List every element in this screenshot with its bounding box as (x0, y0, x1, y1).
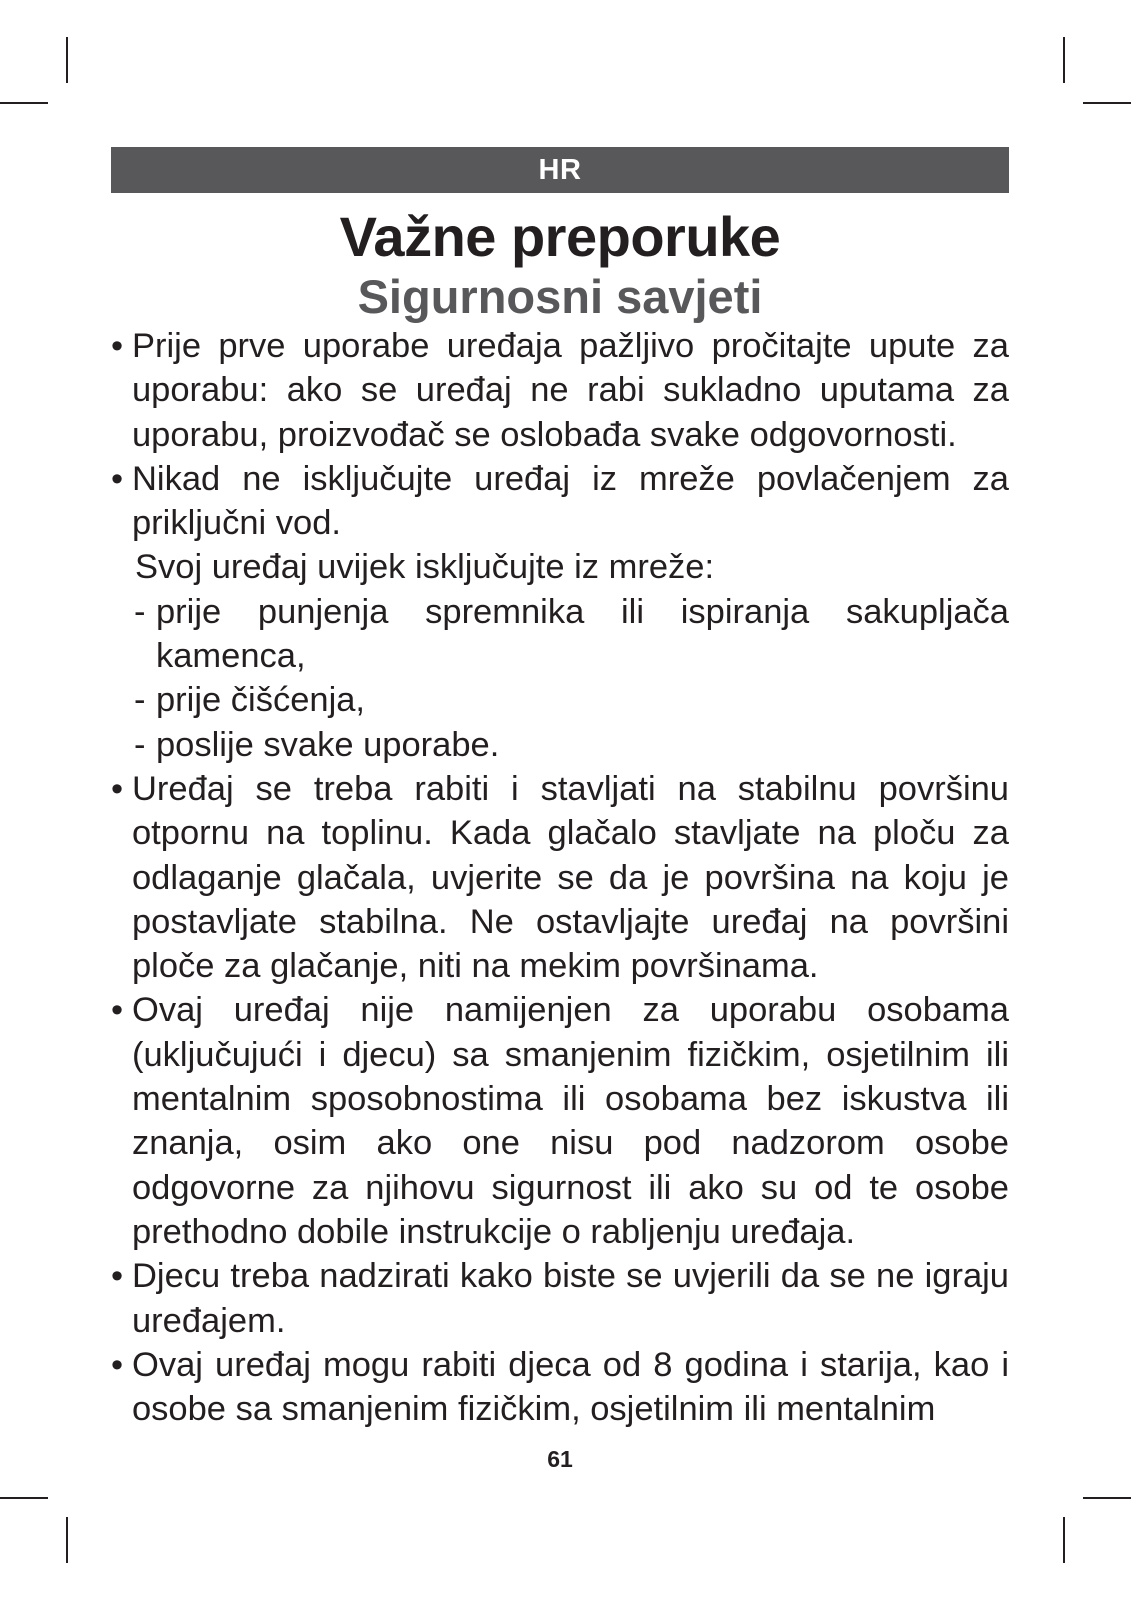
sub-list-item (111, 678, 1009, 722)
bullet: • (111, 769, 124, 808)
list-item (111, 324, 1009, 457)
crop-mark-bottom-left-horizontal (0, 1497, 48, 1499)
list-item-text: Djecu treba nadzirati kako biste se uvjerili da se ne igraju uređajem. (132, 1257, 1009, 1340)
crop-mark-top-right-vertical (1063, 37, 1065, 83)
sub-list-item-text: prije punjenja spremnika ili ispiranja sakupljača kamenca, (156, 592, 1009, 676)
crop-mark-top-right-horizontal (1083, 102, 1131, 104)
crop-mark-top-left-vertical (66, 37, 68, 83)
list-item-text: Nikad ne isključujte uređaj iz mreže povlačenjem za priključni vod. (132, 459, 1009, 543)
dash: - (134, 592, 146, 631)
bullet: • (111, 991, 124, 1030)
page-number: 61 (547, 1446, 573, 1472)
bullet: • (111, 1257, 124, 1296)
language-header-bar: HR (111, 147, 1009, 193)
list-item (111, 457, 1009, 546)
list-item (111, 1343, 1009, 1432)
sub-list-item-text: poslije svake uporabe. (156, 725, 500, 764)
sub-list-item (111, 723, 1009, 767)
list-item-text: Prije prve uporabe uređaja pažljivo pročitajte upute za uporabu: ako se uređaj ne rabi sukladno uputama za uporabu, proizvođač se oslobađa svake odgovornosti. (132, 327, 1009, 454)
crop-mark-bottom-left-vertical (66, 1517, 68, 1563)
crop-mark-top-left-horizontal (0, 102, 48, 104)
list-item-text: Ovaj uređaj mogu rabiti djeca od 8 godina i starija, kao i osobe sa smanjenim fizičkim, osjetilnim ili mentalnim (132, 1345, 1009, 1429)
list-item-text: Uređaj se treba rabiti i stavljati na stabilnu površinu otpornu na toplinu. Kada glačalo stavljate na ploču za odlaganje glačala, uvjerite se da je površina na koju je postavljate stabilna. Ne ostavljajte uređaj na površini ploče za glačanje, niti na mekim površinama. (132, 769, 1009, 986)
section-subtitle: Sigurnosni savjeti (357, 270, 763, 323)
list-item (111, 1254, 1009, 1343)
bullet: • (111, 327, 124, 365)
sub-list-item-text: prije čišćenja, (156, 681, 366, 720)
dash: - (134, 725, 146, 764)
bullet: • (111, 1345, 124, 1384)
safety-instructions (111, 324, 1009, 1431)
list-item (111, 988, 1009, 1254)
list-item-text: Ovaj uređaj nije namijenjen za uporabu osobama (uključujući i djecu) sa smanjenim fizičkim, osjetilnim ili mentalnim sposobnostima ili osobama bez iskustva ili znanja, osim ako one nisu pod nadzorom osobe odgovorne za njihovu sigurnost ili ako su od te osobe prethodno dobile instrukcije o rabljenju uređaja. (132, 991, 1009, 1251)
unplug-intro: Svoj uređaj uvijek isključujte iz mreže: (135, 548, 715, 587)
crop-mark-bottom-right-horizontal (1083, 1497, 1131, 1499)
bullet: • (111, 459, 124, 498)
dash: - (134, 681, 146, 720)
sub-list-item (111, 590, 1009, 679)
page-title: Važne preporuke (339, 205, 781, 268)
crop-mark-bottom-right-vertical (1063, 1517, 1065, 1563)
list-item (111, 767, 1009, 988)
